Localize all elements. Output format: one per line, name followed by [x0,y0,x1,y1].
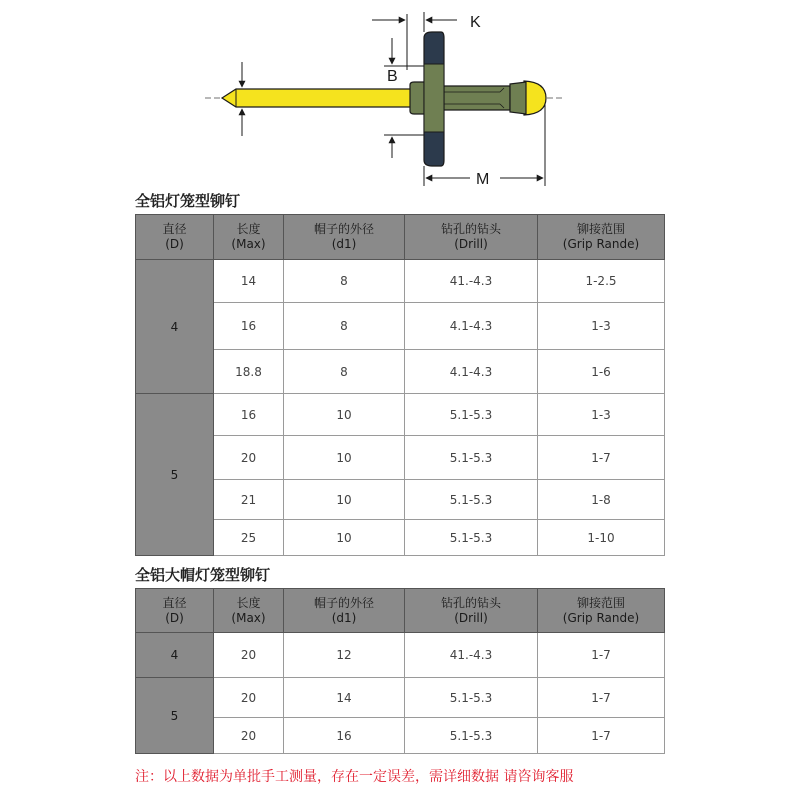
header-drill: 钻孔的钻头 (Drill) [405,215,538,260]
spec-table-1 [135,214,665,556]
grip-cell: 1-10 [538,520,665,556]
header-head-diameter: 帽子的外径 (d1) [284,589,405,633]
table-row [136,718,665,754]
mandrel-head [524,81,546,115]
diameter-cell: 5 [136,678,214,754]
spec-table-2 [135,588,665,754]
length-cell: 20 [214,678,284,718]
drill-cell: 5.1-5.3 [405,678,538,718]
table-row [136,480,665,520]
table-row [136,436,665,480]
drill-cell: 5.1-5.3 [405,394,538,436]
disclaimer-note: 注：以上数据为单批手工测量，存在一定误差，需详细数据 请咨询客服 [135,769,574,785]
drill-cell: 4.1-4.3 [405,303,538,350]
table2-title: 全铝大帽灯笼型铆钉 [135,566,271,584]
table-row [136,394,665,436]
drill-cell: 41.-4.3 [405,260,538,303]
head-cell: 8 [284,303,405,350]
table-row [136,303,665,350]
table2-header-row [136,589,665,633]
table-row [136,350,665,394]
length-cell: 25 [214,520,284,556]
grip-cell: 1-7 [538,436,665,480]
table-row [136,520,665,556]
length-cell: 16 [214,394,284,436]
header-grip-range: 铆接范围 (Grip Rande) [538,215,665,260]
diameter-cell: 5 [136,394,214,556]
drill-cell: 41.-4.3 [405,633,538,678]
dim-label-k: K [470,14,481,31]
diameter-cell: 4 [136,633,214,678]
header-length: 长度 (Max) [214,589,284,633]
table-row [136,260,665,303]
dim-label-m: M [476,171,490,188]
header-head-diameter: 帽子的外径 (d1) [284,215,405,260]
drill-cell: 4.1-4.3 [405,350,538,394]
rivet-diagram [0,0,800,190]
head-cell: 8 [284,260,405,303]
length-cell: 21 [214,480,284,520]
header-drill: 钻孔的钻头 (Drill) [405,589,538,633]
length-cell: 20 [214,633,284,678]
grip-cell: 1-7 [538,678,665,718]
length-cell: 18.8 [214,350,284,394]
head-cell: 8 [284,350,405,394]
head-cell: 12 [284,633,405,678]
dim-label-b: B [387,68,398,85]
grip-cell: 1-8 [538,480,665,520]
header-diameter: 直径 (D) [136,215,214,260]
grip-cell: 1-7 [538,718,665,754]
head-cell: 10 [284,520,405,556]
diameter-cell: 4 [136,260,214,394]
header-length: 长度 (Max) [214,215,284,260]
head-cell: 16 [284,718,405,754]
drill-cell: 5.1-5.3 [405,480,538,520]
head-cell: 10 [284,394,405,436]
table-row [136,633,665,678]
table-row [136,678,665,718]
grip-cell: 1-6 [538,350,665,394]
head-cell: 10 [284,480,405,520]
grip-cell: 1-7 [538,633,665,678]
grip-cell: 1-2.5 [538,260,665,303]
drill-cell: 5.1-5.3 [405,520,538,556]
length-cell: 20 [214,718,284,754]
table1-header-row [136,215,665,260]
head-cell: 14 [284,678,405,718]
table1-title: 全铝灯笼型铆钉 [135,192,241,210]
header-diameter: 直径 (D) [136,589,214,633]
mandrel-shank [222,89,412,107]
length-cell: 14 [214,260,284,303]
head-cell: 10 [284,436,405,480]
drill-cell: 5.1-5.3 [405,718,538,754]
grip-cell: 1-3 [538,303,665,350]
rivet-lantern-end [510,82,526,114]
length-cell: 20 [214,436,284,480]
grip-cell: 1-3 [538,394,665,436]
header-grip-range: 铆接范围 (Grip Rande) [538,589,665,633]
drill-cell: 5.1-5.3 [405,436,538,480]
length-cell: 16 [214,303,284,350]
